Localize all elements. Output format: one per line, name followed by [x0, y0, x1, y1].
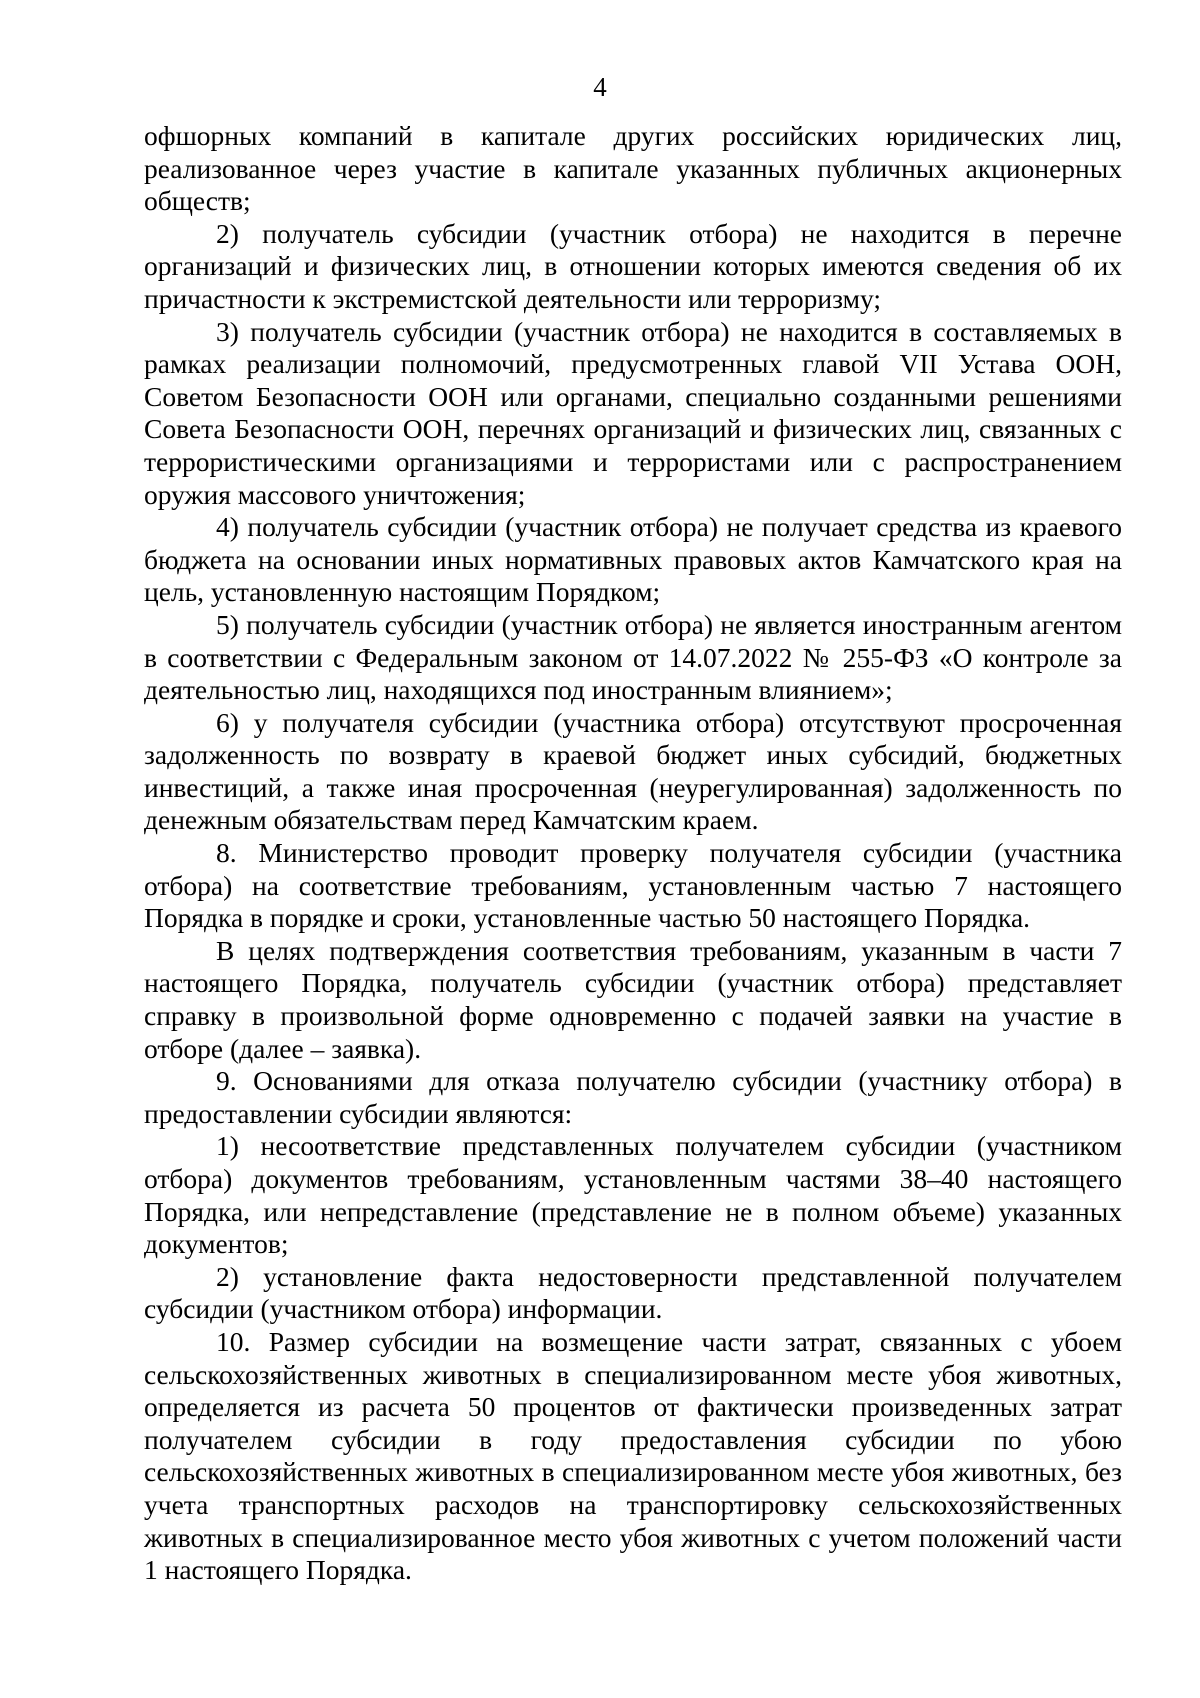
- paragraph-section-8: 8. Министерство проводит проверку получателя субсидии (участника отбора) на соответствие требованиям, установленным частью 7 настоящего Порядка в порядке и сроки, установленные частью 50 настоящего Порядка.: [144, 837, 1122, 934]
- paragraph-continuation: офшорных компаний в капитале других российских юридических лиц, реализованное через участие в капитале указанных публичных акционерных обществ;: [144, 120, 1122, 217]
- document-body: [144, 120, 1122, 1587]
- paragraph-item-6: 6) у получателя субсидии (участника отбора) отсутствуют просроченная задолженность по возврату в краевой бюджет иных субсидий, бюджетных инвестиций, а также иная просроченная (неурегулированная) задолженность по денежным обязательствам перед Камчатским краем.: [144, 706, 1122, 836]
- paragraph-item-3: 3) получатель субсидии (участник отбора) не находится в составляемых в рамках реализации полномочий, предусмотренных главой VII Устава ООН, Советом Безопасности ООН или органами, специально созданными решениями Совета Безопасности ООН, перечнях организаций и физических лиц, связанных с террористическими организациями и террористами или с распространением оружия массового уничтожения;: [144, 315, 1122, 510]
- paragraph-section-8-confirmation: В целях подтверждения соответствия требованиям, указанным в части 7 настоящего Порядка, получатель субсидии (участник отбора) представляет справку в произвольной форме одновременно с подачей заявки на участие в отборе (далее – заявка).: [144, 934, 1122, 1064]
- paragraph-section-9-item-1: 1) несоответствие представленных получателем субсидии (участником отбора) документов требованиям, установленным частями 38–40 настоящего Порядка, или непредставление (представление не в полном объеме) указанных документов;: [144, 1130, 1122, 1260]
- paragraph-item-2: 2) получатель субсидии (участник отбора) не находится в перечне организаций и физических лиц, в отношении которых имеются сведения об их причастности к экстремистской деятельности или терроризму;: [144, 217, 1122, 314]
- paragraph-section-9-item-2: 2) установление факта недостоверности представленной получателем субсидии (участником отбора) информации.: [144, 1260, 1122, 1325]
- paragraph-item-5: 5) получатель субсидии (участник отбора) не является иностранным агентом в соответствии с Федеральным законом от 14.07.2022 № 255-ФЗ «О контроле за деятельностью лиц, находящихся под иностранным влиянием»;: [144, 608, 1122, 706]
- page-number: 4: [593, 72, 607, 102]
- paragraph-section-9: 9. Основаниями для отказа получателю субсидии (участнику отбора) в предоставлении субсидии являются:: [144, 1065, 1122, 1129]
- paragraph-item-4: 4) получатель субсидии (участник отбора) не получает средства из краевого бюджета на основании иных нормативных правовых актов Камчатского края на цель, установленную настоящим Порядком;: [144, 511, 1122, 608]
- paragraph-section-10: 10. Размер субсидии на возмещение части затрат, связанных с убоем сельскохозяйственных животных в специализированном месте убоя животных, определяется из расчета 50 процентов от фактически произведенных затрат получателем субсидии в году предоставления субсидии по убою сельскохозяйственных животных в специализированном месте убоя животных, без учета транспортных расходов на транспортировку сельскохозяйственных животных в специализированное место убоя животных с учетом положений части 1 настоящего Порядка.: [144, 1325, 1122, 1586]
